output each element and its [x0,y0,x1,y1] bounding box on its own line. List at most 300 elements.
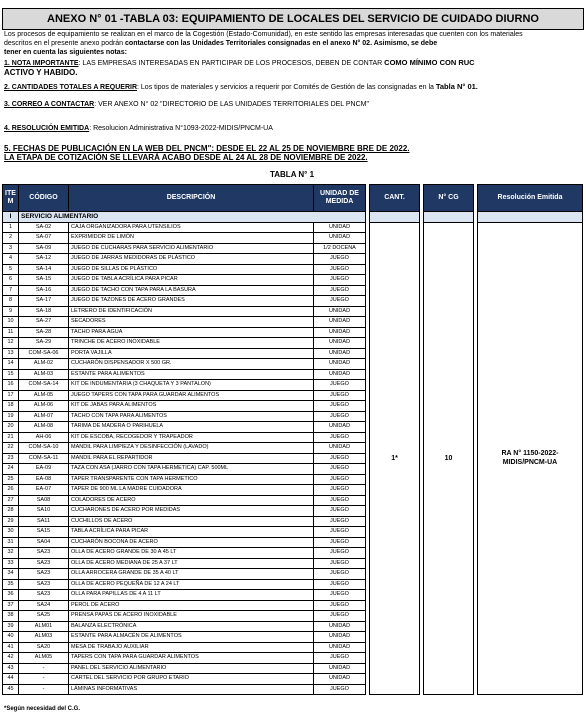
header-resolucion: Resolución Emitida [478,185,583,212]
cell-item: 22 [3,443,19,454]
cell-unidad: UNIDAD [314,233,366,244]
cell-gap [420,306,424,317]
cell-unidad: 1/2 DOCENA [314,243,366,254]
cell-descripcion: OLLA DE ACERO PEQUEÑA DE 12 A 24 LT [69,579,314,590]
cell-unidad: JUEGO [314,558,366,569]
cell-gap [474,243,478,254]
cantidades-totales [4,82,582,92]
cell-item: 17 [3,390,19,401]
cell-unidad: JUEGO [314,495,366,506]
cell-unidad: UNIDAD [314,317,366,328]
cell-item: 31 [3,537,19,548]
cell-gap [366,621,370,632]
cell-gap [420,590,424,601]
cell-gap [420,579,424,590]
cell-gap [420,243,424,254]
cell-unidad: UNIDAD [314,327,366,338]
cell-gap [366,632,370,643]
cell-item: 12 [3,338,19,349]
cell-gap [366,527,370,538]
cell-item: 29 [3,516,19,527]
cell-gap [420,485,424,496]
cell-descripcion: JUEGO DE JARRAS MEDIDORAS DE PLÁSTICO [69,254,314,265]
cell-descripcion: TACHO CON TAPA PARA ALIMENTOS [69,411,314,422]
cell-gap [420,663,424,674]
cell-gap [366,306,370,317]
cell-gap [366,590,370,601]
cell-gap [366,264,370,275]
cell-codigo: EA-08 [19,474,69,485]
cell-gap [474,380,478,391]
correo-label: 3. CORREO A CONTACTAR [4,101,95,108]
cell-descripcion: EXPRIMIDOR DE LIMÓN [69,233,314,244]
cell-descripcion: CUCHARÓN BOCONA DE ACERO [69,537,314,548]
cell-gap [366,506,370,517]
cell-descripcion: JUEGO TAPERS CON TAPA PARA GUARDAR ALIMENTOS [69,390,314,401]
cell-gap [474,527,478,538]
cell-gap [420,516,424,527]
cell-codigo: ALM-08 [19,422,69,433]
cell-unidad: JUEGO [314,516,366,527]
cell-gap [474,485,478,496]
cell-item: 41 [3,642,19,653]
cell-item: 8 [3,296,19,307]
cell-codigo: SA-29 [19,338,69,349]
correo-text: : VER ANEXO N° 02 "DIRECTORIO DE LAS UNIDADES TERRITORIALES DEL PNCM" [94,101,369,108]
cell-gap [366,390,370,401]
table-caption: TABLA N° 1 [269,170,315,179]
cell-descripcion: MANDIL PARA LIMPIEZA Y DESINFECCIÓN (LAVADO) [69,443,314,454]
cell-gap [420,285,424,296]
cell-gap [366,369,370,380]
cantidades-text: : Los tipos de materiales y servicios a requerir por Comités de Gestión de las consignadas en la [137,84,436,91]
cell-gap [474,474,478,485]
resolucion-text: : Resolucion Administrativa N°1093-2022-MIDIS/PNCM-UA [89,125,273,132]
cell-gap [366,579,370,590]
cell-descripcion: CAJA ORGANIZADORA PARA UTENSILIOS [69,222,314,233]
cell-gap [420,611,424,622]
cell-gap [366,327,370,338]
cell-item: 5 [3,264,19,275]
nota-label: 1. NOTA IMPORTANTE [4,60,79,67]
cell-gap [366,285,370,296]
cell-item: 42 [3,653,19,664]
cell-descripcion: LETRERO DE IDENTIFICACIÓN [69,306,314,317]
cell-gap [474,443,478,454]
intro-line-1: Los procesos de equipamiento se realizan en el marco de la Cogestión (Estado-Comunidad), en este sentido las empresas interesadas que cuenten con los materiales [4,31,523,38]
cell-unidad: JUEGO [314,285,366,296]
cell-unidad: UNIDAD [314,663,366,674]
cell-codigo: SA23 [19,569,69,580]
cell-descripcion: CARTEL DEL SERVICIO POR GRUPO ETARIO [69,674,314,685]
cell-item: 33 [3,558,19,569]
cell-gap [366,495,370,506]
cell-gap [420,369,424,380]
cell-codigo: COM-SA-10 [19,443,69,454]
cell-descripcion: SECADORES [69,317,314,328]
cell-unidad: JUEGO [314,569,366,580]
cell-codigo: SA-16 [19,285,69,296]
cell-gap [420,653,424,664]
cell-gap [420,495,424,506]
cell-gap [474,264,478,275]
merged-ncg: 10 [424,222,474,695]
fechas-line-1: 5. FECHAS DE PUBLICACIÓN EN LA WEB DEL PNCM": DESDE EL 22 AL 25 DE NOVIEMBRE BRE DE 2022. [4,144,410,153]
cell-item: 25 [3,474,19,485]
cell-unidad: JUEGO [314,464,366,475]
cell-gap [474,653,478,664]
cell-codigo: SA23 [19,590,69,601]
cell-descripcion: TAPERS CON TAPA PARA GUARDAR ALIMENTOS [69,653,314,664]
cell-codigo: SA-12 [19,254,69,265]
cell-unidad: JUEGO [314,527,366,538]
cell-codigo: SA10 [19,506,69,517]
table-row [3,222,583,233]
cell-gap [420,264,424,275]
cell-unidad: JUEGO [314,411,366,422]
cell-gap [474,537,478,548]
cell-gap [474,516,478,527]
cell-gap [474,642,478,653]
cell-gap [474,348,478,359]
cell-unidad: UNIDAD [314,222,366,233]
merged-cant: 1* [370,222,420,695]
cell-gap [474,285,478,296]
cell-codigo: AH-06 [19,432,69,443]
cell-gap [474,411,478,422]
cantidades-label: 2. CANTIDADES TOTALES A REQUERIR [4,84,138,91]
cell-gap [420,558,424,569]
cell-item: 21 [3,432,19,443]
cell-descripcion: KIT DE ESCOBA, RECOGEDOR Y TRAPEADOR [69,432,314,443]
cell-codigo: SA-17 [19,296,69,307]
cell-item: 11 [3,327,19,338]
cell-item: 23 [3,453,19,464]
cell-unidad: JUEGO [314,653,366,664]
cell-gap [474,611,478,622]
cell-descripcion: PRENSA PAPAS DE ACERO INOXIDABLE [69,611,314,622]
cell-codigo: SA11 [19,516,69,527]
cell-item: 15 [3,369,19,380]
cell-gap [420,275,424,286]
cell-gap [366,411,370,422]
cell-gap [366,422,370,433]
cell-gap [474,684,478,695]
cell-unidad: JUEGO [314,684,366,695]
cell-gap [420,317,424,328]
cell-item: 20 [3,422,19,433]
correo-contactar [4,100,582,109]
cell-item: 40 [3,632,19,643]
cell-descripcion: OLLA DE ACERO GRANDE DE 30 A 45 LT [69,548,314,559]
cell-gap [474,401,478,412]
cell-gap [420,453,424,464]
cell-unidad: JUEGO [314,537,366,548]
section-number: I [3,212,19,223]
cantidades-bold: Tabla N° 01. [435,82,478,91]
cell-gap [474,558,478,569]
cell-descripcion: TARIMA DE MADERA O PARIHUELA [69,422,314,433]
cell-codigo: SA08 [19,495,69,506]
cell-gap [420,327,424,338]
cell-unidad: UNIDAD [314,348,366,359]
cell-gap [474,569,478,580]
cell-descripcion: BALANZA ELECTRÓNICA [69,621,314,632]
cell-item: 44 [3,674,19,685]
cell-codigo: SA04 [19,537,69,548]
cell-gap [366,569,370,580]
fechas-line-2: LA ETAPA DE COTIZACIÓN SE LLEVARÁ ACABO DESDE AL 24 AL 28 DE NOVIEMBRE DE 2022. [4,153,368,162]
cell-gap [366,317,370,328]
cell-gap [474,296,478,307]
cell-unidad: UNIDAD [314,306,366,317]
nota-line-2: ACTIVO Y HABIDO. [4,68,78,77]
cell-item: 6 [3,275,19,286]
cell-gap [474,453,478,464]
section-row [3,212,583,223]
cell-item: 35 [3,579,19,590]
cell-codigo: SA23 [19,548,69,559]
cell-gap [366,338,370,349]
cell-descripcion: LÁMINAS INFORMATIVAS [69,684,314,695]
document-title: ANEXO N° 01 -TABLA 03: EQUIPAMIENTO DE LOCALES DEL SERVICIO DE CUIDADO DIURNO [2,8,584,30]
intro-line-2 [4,39,580,48]
cell-gap [420,390,424,401]
cell-codigo: ALM-03 [19,369,69,380]
cell-gap [420,464,424,475]
cell-gap [474,548,478,559]
cell-descripcion: PORTA VAJILLA [69,348,314,359]
cell-item: 1 [3,222,19,233]
cell-gap [420,411,424,422]
cell-codigo: COM-SA-11 [19,453,69,464]
fechas-publicacion [4,144,582,162]
cell-gap [366,663,370,674]
cell-gap [366,548,370,559]
section-label: SERVICIO ALIMENTARIO [19,212,366,223]
cell-codigo: SA-18 [19,306,69,317]
cell-gap [366,674,370,685]
nota-text: : LAS EMPRESAS INTERESADAS EN PARTICIPAR DE LOS PROCESOS, DEBEN DE CONTAR [78,60,385,67]
cell-unidad: UNIDAD [314,443,366,454]
cell-gap [474,632,478,643]
section-cant-cell [370,212,420,223]
cell-item: 39 [3,621,19,632]
cell-gap [420,254,424,265]
cell-gap [366,600,370,611]
cell-codigo: SA-14 [19,264,69,275]
cell-gap [366,537,370,548]
cell-codigo: ALM-02 [19,359,69,370]
resolucion-label: 4. RESOLUCIÓN EMITIDA [4,125,90,132]
cell-gap [420,401,424,412]
intro-line-3: tener en cuenta las siguientes notas: [4,49,127,56]
cell-descripcion: OLLA PARA PAPILLAS DE 4 A 11 LT [69,590,314,601]
cell-gap [366,474,370,485]
cell-gap [420,506,424,517]
cell-unidad: UNIDAD [314,621,366,632]
cell-codigo: - [19,674,69,685]
cell-gap [366,380,370,391]
cell-gap [474,422,478,433]
merged-resolucion: RA N° 1150-2022-MIDIS/PNCM-UA [478,222,583,695]
cell-item: 24 [3,464,19,475]
cell-descripcion: COLADORES DE ACERO [69,495,314,506]
cell-gap [474,495,478,506]
cell-codigo: SA-28 [19,327,69,338]
cell-codigo: SA-07 [19,233,69,244]
cell-codigo: SA-27 [19,317,69,328]
cell-descripcion: CUCHARONES DE ACERO POR MEDIDAS [69,506,314,517]
cell-descripcion: JUEGO DE TAZONES DE ACERO GRANDES [69,296,314,307]
cell-unidad: JUEGO [314,254,366,265]
cell-codigo: SA20 [19,642,69,653]
cell-unidad: JUEGO [314,611,366,622]
cell-codigo: SA23 [19,579,69,590]
cell-descripcion: PANEL DEL SERVICIO ALIMENTARIO [69,663,314,674]
cell-gap [420,443,424,454]
cell-gap [474,327,478,338]
cell-gap [420,632,424,643]
cell-codigo: SA-09 [19,243,69,254]
cell-gap [366,432,370,443]
cell-descripcion: OLLA DE ACERO MEDIANA DE 25 A 37 LT [69,558,314,569]
cell-item: 45 [3,684,19,695]
cell-gap [420,674,424,685]
intro-line-2b: contactarse con las Unidades Territoriales consignadas en el anexo N° 02. Asimismo, se debe [125,40,438,47]
header-unidad: UNIDAD DE MEDIDA [314,185,366,212]
header-descripcion: DESCRIPCIÓN [69,185,314,212]
cell-gap [474,306,478,317]
cell-unidad: JUEGO [314,600,366,611]
equipment-table [2,184,583,695]
cell-unidad: JUEGO [314,590,366,601]
cell-gap [366,443,370,454]
cell-descripcion: TRINCHE DE ACERO INOXIDABLE [69,338,314,349]
section-res-cell [478,212,583,223]
cell-unidad: JUEGO [314,474,366,485]
cell-gap [366,516,370,527]
cell-gap [474,275,478,286]
cell-codigo: ALM03 [19,632,69,643]
header-ncg: N° CG [424,185,474,212]
intro-paragraph [4,30,580,57]
cell-item: 4 [3,254,19,265]
cell-descripcion: PEROL DE ACERO [69,600,314,611]
cell-codigo: ALM01 [19,621,69,632]
cell-gap [366,653,370,664]
cell-descripcion: KIT DE JABAS PARA ALIMENTOS [69,401,314,412]
cell-unidad: UNIDAD [314,422,366,433]
cell-codigo: EA-07 [19,485,69,496]
cell-item: 3 [3,243,19,254]
cell-item: 16 [3,380,19,391]
cell-gap [366,485,370,496]
cell-gap [420,432,424,443]
cell-unidad: JUEGO [314,401,366,412]
cell-codigo: SA25 [19,611,69,622]
nota-importante [4,58,582,77]
cell-codigo: ALM05 [19,653,69,664]
cell-codigo: COM-SA-14 [19,380,69,391]
cell-descripcion: CUCHARÓN DISPENSADOR X 500 GR. [69,359,314,370]
cell-descripcion: JUEGO DE CUCHARAS PARA SERVICIO ALIMENTARIO [69,243,314,254]
cell-codigo: SA23 [19,558,69,569]
cell-descripcion: TABLA ACRÍLICA PARA PICAR [69,527,314,538]
cell-item: 30 [3,527,19,538]
cell-gap [366,275,370,286]
cell-unidad: JUEGO [314,579,366,590]
cell-descripcion: MANDIL PARA EL REPARTIDOR [69,453,314,464]
cell-codigo: ALM-05 [19,390,69,401]
cell-unidad: JUEGO [314,432,366,443]
cell-gap [366,558,370,569]
cell-unidad: UNIDAD [314,674,366,685]
cell-unidad: UNIDAD [314,369,366,380]
cell-item: 18 [3,401,19,412]
cell-codigo: COM-SA-06 [19,348,69,359]
cell-gap [474,233,478,244]
cell-codigo: - [19,684,69,695]
cell-descripcion: TAZA CON ASA (JARRO CON TAPA HERMETICA) CAP. 500ML [69,464,314,475]
cell-gap [474,317,478,328]
cell-unidad: JUEGO [314,506,366,517]
cell-gap [474,432,478,443]
cell-item: 19 [3,411,19,422]
cell-item: 28 [3,506,19,517]
cell-unidad: UNIDAD [314,642,366,653]
cell-gap [366,642,370,653]
cell-gap [420,600,424,611]
cell-unidad: JUEGO [314,485,366,496]
cell-unidad: JUEGO [314,296,366,307]
cell-gap [474,621,478,632]
cell-item: 32 [3,548,19,559]
cell-gap [366,233,370,244]
cell-codigo: EA-09 [19,464,69,475]
cell-gap [366,684,370,695]
cell-gap [474,590,478,601]
cell-gap [474,464,478,475]
cell-descripcion: JUEGO DE SILLAS DE PLÁSTICO [69,264,314,275]
cell-unidad: JUEGO [314,548,366,559]
cell-item: 2 [3,233,19,244]
cell-gap [366,401,370,412]
header-item: ITE M [3,185,19,212]
cell-gap [474,359,478,370]
cell-item: 38 [3,611,19,622]
cell-item: 13 [3,348,19,359]
cell-item: 10 [3,317,19,328]
cell-unidad: UNIDAD [314,359,366,370]
cell-gap [366,453,370,464]
cell-gap [420,527,424,538]
cell-codigo: SA24 [19,600,69,611]
cell-gap [420,621,424,632]
cell-unidad: JUEGO [314,275,366,286]
cell-gap [420,548,424,559]
cell-gap [420,422,424,433]
cell-item: 34 [3,569,19,580]
cell-gap [366,243,370,254]
cell-descripcion: KIT DE INDUMENTARIA (3 CHAQUETA Y 3 PANTALON) [69,380,314,391]
cell-unidad: JUEGO [314,453,366,464]
cell-gap [474,506,478,517]
header-cant: CANT. [370,185,420,212]
cell-descripcion: ESTANTE PARA ALIMENTOS [69,369,314,380]
cell-item: 37 [3,600,19,611]
cell-gap [474,674,478,685]
